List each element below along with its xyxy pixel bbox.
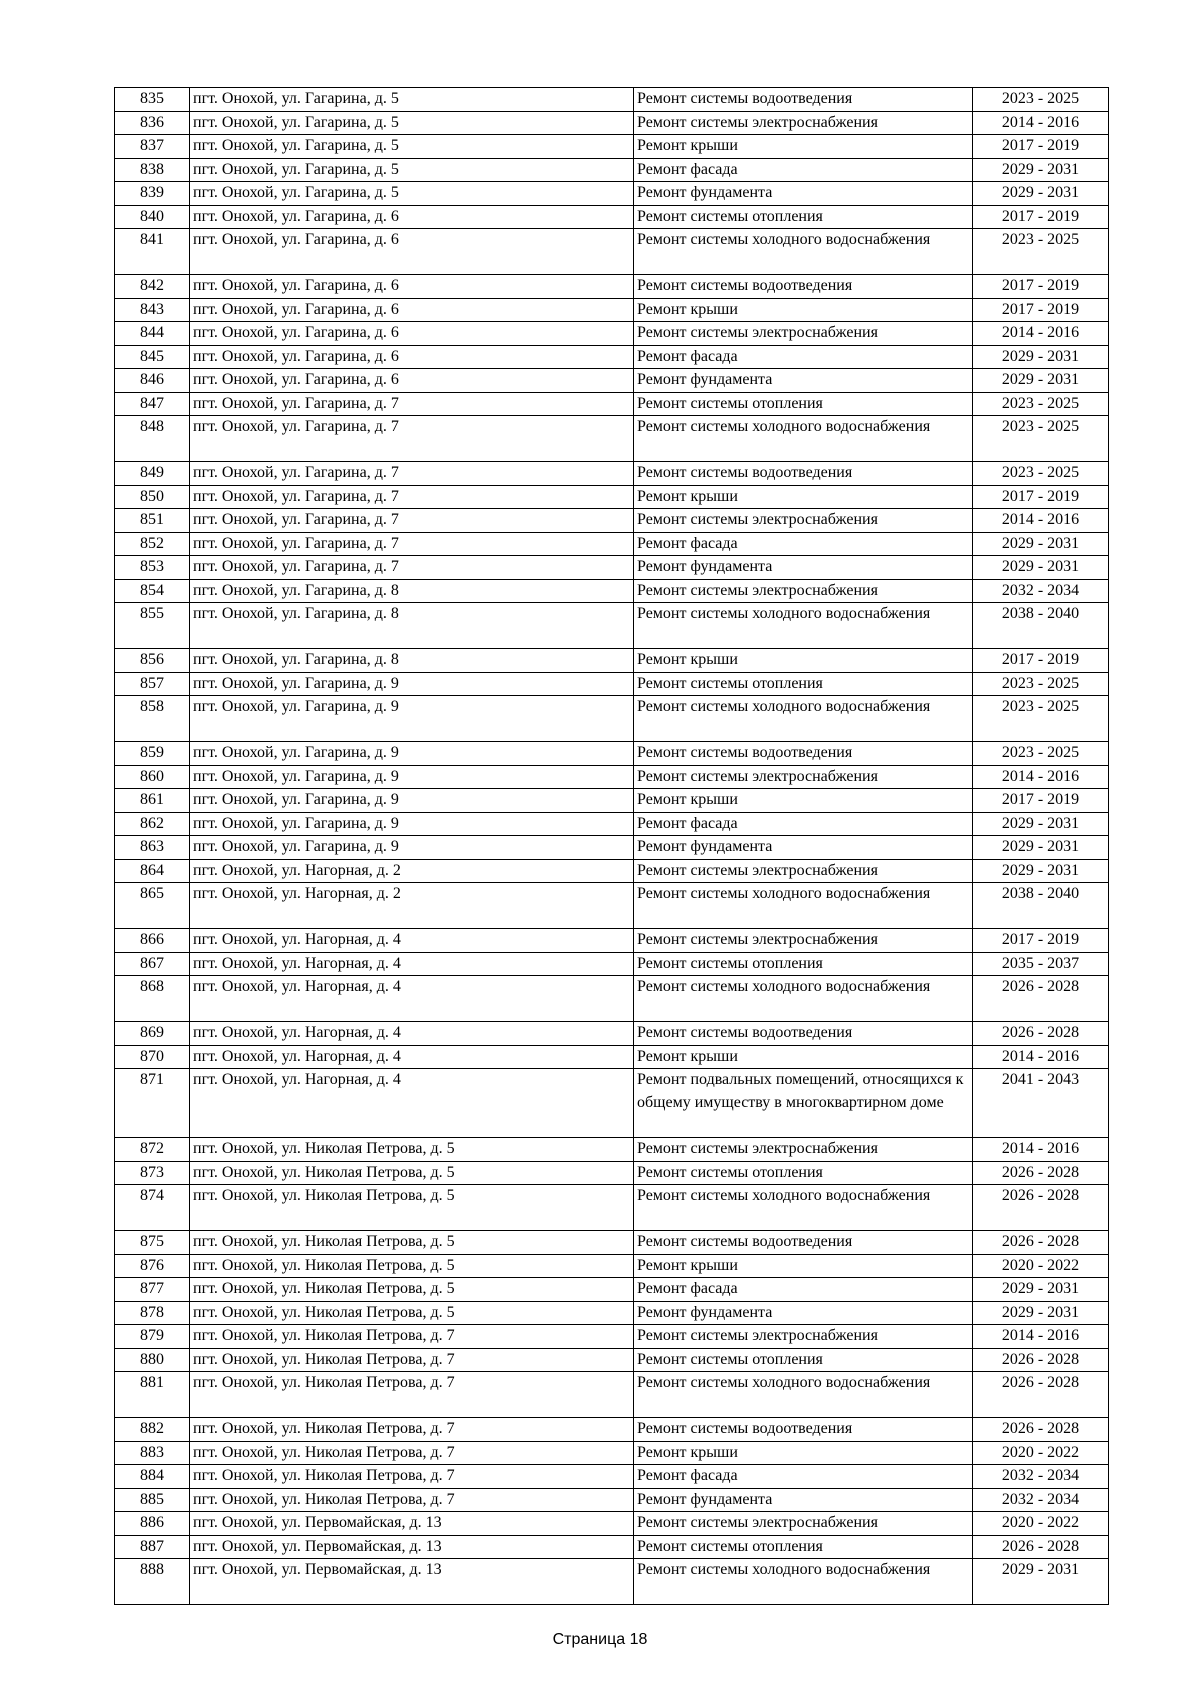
address-cell: пгт. Онохой, ул. Нагорная, д. 4 <box>190 929 634 953</box>
period-cell: 2029 - 2031 <box>973 182 1109 206</box>
row-number-cell: 849 <box>115 462 190 486</box>
period-cell: 2014 - 2016 <box>973 322 1109 346</box>
table-row <box>115 1488 1109 1512</box>
period-cell: 2026 - 2028 <box>973 1348 1109 1372</box>
address-cell: пгт. Онохой, ул. Гагарина, д. 7 <box>190 532 634 556</box>
period-cell: 2014 - 2016 <box>973 111 1109 135</box>
table-row <box>115 929 1109 953</box>
table-row <box>115 672 1109 696</box>
work-type-cell: Ремонт фундамента <box>634 182 973 206</box>
row-number-cell: 851 <box>115 509 190 533</box>
address-cell: пгт. Онохой, ул. Гагарина, д. 8 <box>190 603 634 649</box>
row-number-cell: 859 <box>115 742 190 766</box>
work-type-cell: Ремонт системы электроснабжения <box>634 1512 973 1536</box>
table-row <box>115 182 1109 206</box>
period-cell: 2026 - 2028 <box>973 1231 1109 1255</box>
period-cell: 2026 - 2028 <box>973 1161 1109 1185</box>
table-row <box>115 1138 1109 1162</box>
work-type-cell: Ремонт крыши <box>634 649 973 673</box>
work-type-cell: Ремонт системы холодного водоснабжения <box>634 883 973 929</box>
period-cell: 2017 - 2019 <box>973 298 1109 322</box>
period-cell: 2029 - 2031 <box>973 532 1109 556</box>
table-row <box>115 836 1109 860</box>
row-number-cell: 875 <box>115 1231 190 1255</box>
table-row <box>115 485 1109 509</box>
period-cell: 2023 - 2025 <box>973 696 1109 742</box>
row-number-cell: 857 <box>115 672 190 696</box>
row-number-cell: 854 <box>115 579 190 603</box>
period-cell: 2014 - 2016 <box>973 509 1109 533</box>
work-type-cell: Ремонт системы электроснабжения <box>634 765 973 789</box>
period-cell: 2038 - 2040 <box>973 603 1109 649</box>
row-number-cell: 885 <box>115 1488 190 1512</box>
table-row <box>115 369 1109 393</box>
period-cell: 2026 - 2028 <box>973 1185 1109 1231</box>
address-cell: пгт. Онохой, ул. Николая Петрова, д. 7 <box>190 1465 634 1489</box>
address-cell: пгт. Онохой, ул. Гагарина, д. 7 <box>190 392 634 416</box>
work-type-cell: Ремонт системы водоотведения <box>634 275 973 299</box>
table-row <box>115 392 1109 416</box>
period-cell: 2023 - 2025 <box>973 462 1109 486</box>
table-body <box>115 88 1109 1605</box>
period-cell: 2023 - 2025 <box>973 742 1109 766</box>
row-number-cell: 868 <box>115 976 190 1022</box>
address-cell: пгт. Онохой, ул. Гагарина, д. 6 <box>190 275 634 299</box>
table-row <box>115 509 1109 533</box>
work-type-cell: Ремонт системы электроснабжения <box>634 322 973 346</box>
period-cell: 2017 - 2019 <box>973 205 1109 229</box>
table-row <box>115 1348 1109 1372</box>
period-cell: 2023 - 2025 <box>973 392 1109 416</box>
address-cell: пгт. Онохой, ул. Николая Петрова, д. 7 <box>190 1441 634 1465</box>
table-row <box>115 883 1109 929</box>
period-cell: 2029 - 2031 <box>973 812 1109 836</box>
table-row <box>115 696 1109 742</box>
period-cell: 2029 - 2031 <box>973 158 1109 182</box>
table-row <box>115 532 1109 556</box>
work-type-cell: Ремонт фундамента <box>634 1488 973 1512</box>
period-cell: 2014 - 2016 <box>973 1138 1109 1162</box>
address-cell: пгт. Онохой, ул. Нагорная, д. 4 <box>190 1045 634 1069</box>
work-type-cell: Ремонт системы водоотведения <box>634 1418 973 1442</box>
period-cell: 2029 - 2031 <box>973 1278 1109 1302</box>
row-number-cell: 847 <box>115 392 190 416</box>
work-type-cell: Ремонт системы холодного водоснабжения <box>634 416 973 462</box>
work-type-cell: Ремонт системы холодного водоснабжения <box>634 696 973 742</box>
row-number-cell: 848 <box>115 416 190 462</box>
row-number-cell: 845 <box>115 345 190 369</box>
work-type-cell: Ремонт системы водоотведения <box>634 742 973 766</box>
work-type-cell: Ремонт крыши <box>634 298 973 322</box>
table-row <box>115 1254 1109 1278</box>
address-cell: пгт. Онохой, ул. Гагарина, д. 5 <box>190 135 634 159</box>
period-cell: 2029 - 2031 <box>973 859 1109 883</box>
row-number-cell: 836 <box>115 111 190 135</box>
work-type-cell: Ремонт крыши <box>634 789 973 813</box>
row-number-cell: 882 <box>115 1418 190 1442</box>
table-row <box>115 1022 1109 1046</box>
address-cell: пгт. Онохой, ул. Николая Петрова, д. 7 <box>190 1372 634 1418</box>
work-type-cell: Ремонт системы холодного водоснабжения <box>634 1372 973 1418</box>
table-row <box>115 462 1109 486</box>
table-row <box>115 322 1109 346</box>
work-type-cell: Ремонт системы отопления <box>634 952 973 976</box>
work-type-cell: Ремонт системы отопления <box>634 392 973 416</box>
table-row <box>115 649 1109 673</box>
row-number-cell: 855 <box>115 603 190 649</box>
work-type-cell: Ремонт фасада <box>634 532 973 556</box>
table-row <box>115 1512 1109 1536</box>
work-type-cell: Ремонт системы электроснабжения <box>634 859 973 883</box>
row-number-cell: 871 <box>115 1069 190 1138</box>
period-cell: 2017 - 2019 <box>973 649 1109 673</box>
work-type-cell: Ремонт фасада <box>634 345 973 369</box>
page-footer <box>0 1631 1200 1649</box>
address-cell: пгт. Онохой, ул. Николая Петрова, д. 5 <box>190 1231 634 1255</box>
table-row <box>115 88 1109 112</box>
row-number-cell: 877 <box>115 1278 190 1302</box>
address-cell: пгт. Онохой, ул. Гагарина, д. 8 <box>190 649 634 673</box>
row-number-cell: 886 <box>115 1512 190 1536</box>
period-cell: 2032 - 2034 <box>973 1465 1109 1489</box>
period-cell: 2026 - 2028 <box>973 1372 1109 1418</box>
work-type-cell: Ремонт системы отопления <box>634 1535 973 1559</box>
period-cell: 2026 - 2028 <box>973 1418 1109 1442</box>
period-cell: 2029 - 2031 <box>973 369 1109 393</box>
work-type-cell: Ремонт системы электроснабжения <box>634 1138 973 1162</box>
work-type-cell: Ремонт подвальных помещений, относящихся к общему имуществу в многоквартирном доме <box>634 1069 973 1138</box>
row-number-cell: 862 <box>115 812 190 836</box>
address-cell: пгт. Онохой, ул. Гагарина, д. 7 <box>190 462 634 486</box>
row-number-cell: 880 <box>115 1348 190 1372</box>
table-row <box>115 205 1109 229</box>
table-row <box>115 742 1109 766</box>
work-type-cell: Ремонт системы отопления <box>634 1161 973 1185</box>
table-row <box>115 275 1109 299</box>
row-number-cell: 846 <box>115 369 190 393</box>
address-cell: пгт. Онохой, ул. Нагорная, д. 2 <box>190 859 634 883</box>
work-type-cell: Ремонт системы водоотведения <box>634 1022 973 1046</box>
row-number-cell: 887 <box>115 1535 190 1559</box>
row-number-cell: 835 <box>115 88 190 112</box>
period-cell: 2029 - 2031 <box>973 556 1109 580</box>
address-cell: пгт. Онохой, ул. Гагарина, д. 6 <box>190 298 634 322</box>
row-number-cell: 873 <box>115 1161 190 1185</box>
row-number-cell: 866 <box>115 929 190 953</box>
address-cell: пгт. Онохой, ул. Гагарина, д. 6 <box>190 369 634 393</box>
address-cell: пгт. Онохой, ул. Гагарина, д. 6 <box>190 322 634 346</box>
period-cell: 2032 - 2034 <box>973 579 1109 603</box>
address-cell: пгт. Онохой, ул. Гагарина, д. 9 <box>190 742 634 766</box>
period-cell: 2023 - 2025 <box>973 88 1109 112</box>
period-cell: 2014 - 2016 <box>973 1045 1109 1069</box>
period-cell: 2029 - 2031 <box>973 345 1109 369</box>
period-cell: 2026 - 2028 <box>973 976 1109 1022</box>
table-row <box>115 1559 1109 1605</box>
table-row <box>115 859 1109 883</box>
table-row <box>115 298 1109 322</box>
work-type-cell: Ремонт крыши <box>634 1045 973 1069</box>
row-number-cell: 839 <box>115 182 190 206</box>
address-cell: пгт. Онохой, ул. Гагарина, д. 7 <box>190 556 634 580</box>
work-type-cell: Ремонт фасада <box>634 1278 973 1302</box>
address-cell: пгт. Онохой, ул. Гагарина, д. 9 <box>190 789 634 813</box>
address-cell: пгт. Онохой, ул. Николая Петрова, д. 5 <box>190 1185 634 1231</box>
table-row <box>115 229 1109 275</box>
table-row <box>115 556 1109 580</box>
row-number-cell: 865 <box>115 883 190 929</box>
address-cell: пгт. Онохой, ул. Гагарина, д. 9 <box>190 765 634 789</box>
row-number-cell: 878 <box>115 1301 190 1325</box>
period-cell: 2020 - 2022 <box>973 1441 1109 1465</box>
table-row <box>115 1372 1109 1418</box>
address-cell: пгт. Онохой, ул. Гагарина, д. 9 <box>190 672 634 696</box>
table-row <box>115 1441 1109 1465</box>
table-row <box>115 1465 1109 1489</box>
period-cell: 2017 - 2019 <box>973 485 1109 509</box>
table-row <box>115 789 1109 813</box>
address-cell: пгт. Онохой, ул. Николая Петрова, д. 7 <box>190 1348 634 1372</box>
row-number-cell: 872 <box>115 1138 190 1162</box>
work-type-cell: Ремонт фасада <box>634 812 973 836</box>
table-row <box>115 812 1109 836</box>
period-cell: 2026 - 2028 <box>973 1022 1109 1046</box>
row-number-cell: 860 <box>115 765 190 789</box>
row-number-cell: 881 <box>115 1372 190 1418</box>
address-cell: пгт. Онохой, ул. Николая Петрова, д. 7 <box>190 1488 634 1512</box>
period-cell: 2017 - 2019 <box>973 929 1109 953</box>
work-type-cell: Ремонт системы холодного водоснабжения <box>634 603 973 649</box>
address-cell: пгт. Онохой, ул. Николая Петрова, д. 5 <box>190 1254 634 1278</box>
period-cell: 2029 - 2031 <box>973 836 1109 860</box>
row-number-cell: 874 <box>115 1185 190 1231</box>
period-cell: 2032 - 2034 <box>973 1488 1109 1512</box>
period-cell: 2023 - 2025 <box>973 416 1109 462</box>
address-cell: пгт. Онохой, ул. Николая Петрова, д. 5 <box>190 1138 634 1162</box>
period-cell: 2023 - 2025 <box>973 229 1109 275</box>
row-number-cell: 841 <box>115 229 190 275</box>
address-cell: пгт. Онохой, ул. Нагорная, д. 4 <box>190 952 634 976</box>
table-row <box>115 1069 1109 1138</box>
row-number-cell: 852 <box>115 532 190 556</box>
row-number-cell: 863 <box>115 836 190 860</box>
work-type-cell: Ремонт фундамента <box>634 369 973 393</box>
row-number-cell: 884 <box>115 1465 190 1489</box>
repair-schedule-table <box>114 87 1109 1605</box>
work-type-cell: Ремонт системы водоотведения <box>634 462 973 486</box>
period-cell: 2026 - 2028 <box>973 1535 1109 1559</box>
period-cell: 2014 - 2016 <box>973 1325 1109 1349</box>
address-cell: пгт. Онохой, ул. Гагарина, д. 6 <box>190 229 634 275</box>
address-cell: пгт. Онохой, ул. Первомайская, д. 13 <box>190 1535 634 1559</box>
period-cell: 2020 - 2022 <box>973 1512 1109 1536</box>
row-number-cell: 861 <box>115 789 190 813</box>
row-number-cell: 842 <box>115 275 190 299</box>
address-cell: пгт. Онохой, ул. Гагарина, д. 8 <box>190 579 634 603</box>
work-type-cell: Ремонт системы электроснабжения <box>634 111 973 135</box>
table-row <box>115 345 1109 369</box>
address-cell: пгт. Онохой, ул. Гагарина, д. 7 <box>190 509 634 533</box>
work-type-cell: Ремонт системы отопления <box>634 205 973 229</box>
address-cell: пгт. Онохой, ул. Нагорная, д. 4 <box>190 1022 634 1046</box>
row-number-cell: 876 <box>115 1254 190 1278</box>
work-type-cell: Ремонт системы электроснабжения <box>634 1325 973 1349</box>
address-cell: пгт. Онохой, ул. Николая Петрова, д. 5 <box>190 1301 634 1325</box>
work-type-cell: Ремонт фасада <box>634 158 973 182</box>
work-type-cell: Ремонт фундамента <box>634 836 973 860</box>
address-cell: пгт. Онохой, ул. Гагарина, д. 9 <box>190 836 634 860</box>
row-number-cell: 850 <box>115 485 190 509</box>
period-cell: 2041 - 2043 <box>973 1069 1109 1138</box>
table-row <box>115 1278 1109 1302</box>
row-number-cell: 856 <box>115 649 190 673</box>
table-row <box>115 1231 1109 1255</box>
work-type-cell: Ремонт системы водоотведения <box>634 1231 973 1255</box>
row-number-cell: 879 <box>115 1325 190 1349</box>
work-type-cell: Ремонт системы холодного водоснабжения <box>634 1559 973 1605</box>
work-type-cell: Ремонт крыши <box>634 135 973 159</box>
work-type-cell: Ремонт системы электроснабжения <box>634 579 973 603</box>
table-row <box>115 579 1109 603</box>
work-type-cell: Ремонт системы холодного водоснабжения <box>634 229 973 275</box>
table-row <box>115 158 1109 182</box>
row-number-cell: 837 <box>115 135 190 159</box>
period-cell: 2017 - 2019 <box>973 789 1109 813</box>
work-type-cell: Ремонт системы электроснабжения <box>634 929 973 953</box>
address-cell: пгт. Онохой, ул. Нагорная, д. 4 <box>190 976 634 1022</box>
period-cell: 2038 - 2040 <box>973 883 1109 929</box>
table-row <box>115 1185 1109 1231</box>
work-type-cell: Ремонт крыши <box>634 1441 973 1465</box>
table-row <box>115 1301 1109 1325</box>
address-cell: пгт. Онохой, ул. Николая Петрова, д. 5 <box>190 1161 634 1185</box>
address-cell: пгт. Онохой, ул. Нагорная, д. 2 <box>190 883 634 929</box>
address-cell: пгт. Онохой, ул. Николая Петрова, д. 7 <box>190 1418 634 1442</box>
address-cell: пгт. Онохой, ул. Гагарина, д. 7 <box>190 416 634 462</box>
address-cell: пгт. Онохой, ул. Гагарина, д. 5 <box>190 158 634 182</box>
table-row <box>115 1418 1109 1442</box>
address-cell: пгт. Онохой, ул. Гагарина, д. 6 <box>190 345 634 369</box>
work-type-cell: Ремонт системы электроснабжения <box>634 509 973 533</box>
table-row <box>115 765 1109 789</box>
row-number-cell: 858 <box>115 696 190 742</box>
address-cell: пгт. Онохой, ул. Гагарина, д. 9 <box>190 812 634 836</box>
table-row <box>115 135 1109 159</box>
row-number-cell: 864 <box>115 859 190 883</box>
address-cell: пгт. Онохой, ул. Гагарина, д. 7 <box>190 485 634 509</box>
row-number-cell: 870 <box>115 1045 190 1069</box>
work-type-cell: Ремонт системы холодного водоснабжения <box>634 1185 973 1231</box>
period-cell: 2023 - 2025 <box>973 672 1109 696</box>
table-row <box>115 1325 1109 1349</box>
work-type-cell: Ремонт системы отопления <box>634 1348 973 1372</box>
table-row <box>115 1535 1109 1559</box>
period-cell: 2020 - 2022 <box>973 1254 1109 1278</box>
row-number-cell: 869 <box>115 1022 190 1046</box>
row-number-cell: 843 <box>115 298 190 322</box>
work-type-cell: Ремонт фундамента <box>634 1301 973 1325</box>
address-cell: пгт. Онохой, ул. Гагарина, д. 5 <box>190 88 634 112</box>
period-cell: 2029 - 2031 <box>973 1301 1109 1325</box>
period-cell: 2017 - 2019 <box>973 135 1109 159</box>
address-cell: пгт. Онохой, ул. Первомайская, д. 13 <box>190 1512 634 1536</box>
period-cell: 2017 - 2019 <box>973 275 1109 299</box>
period-cell: 2029 - 2031 <box>973 1559 1109 1605</box>
table-row <box>115 1045 1109 1069</box>
address-cell: пгт. Онохой, ул. Николая Петрова, д. 5 <box>190 1278 634 1302</box>
period-cell: 2014 - 2016 <box>973 765 1109 789</box>
row-number-cell: 840 <box>115 205 190 229</box>
table-row <box>115 1161 1109 1185</box>
address-cell: пгт. Онохой, ул. Нагорная, д. 4 <box>190 1069 634 1138</box>
page-number: Страница 18 <box>552 1631 648 1648</box>
address-cell: пгт. Онохой, ул. Гагарина, д. 5 <box>190 182 634 206</box>
work-type-cell: Ремонт крыши <box>634 1254 973 1278</box>
table-row <box>115 603 1109 649</box>
row-number-cell: 844 <box>115 322 190 346</box>
work-type-cell: Ремонт фасада <box>634 1465 973 1489</box>
row-number-cell: 853 <box>115 556 190 580</box>
work-type-cell: Ремонт фундамента <box>634 556 973 580</box>
table-row <box>115 111 1109 135</box>
row-number-cell: 838 <box>115 158 190 182</box>
table-row <box>115 976 1109 1022</box>
address-cell: пгт. Онохой, ул. Гагарина, д. 6 <box>190 205 634 229</box>
address-cell: пгт. Онохой, ул. Гагарина, д. 5 <box>190 111 634 135</box>
period-cell: 2035 - 2037 <box>973 952 1109 976</box>
address-cell: пгт. Онохой, ул. Первомайская, д. 13 <box>190 1559 634 1605</box>
row-number-cell: 867 <box>115 952 190 976</box>
work-type-cell: Ремонт крыши <box>634 485 973 509</box>
address-cell: пгт. Онохой, ул. Николая Петрова, д. 7 <box>190 1325 634 1349</box>
table-row <box>115 952 1109 976</box>
address-cell: пгт. Онохой, ул. Гагарина, д. 9 <box>190 696 634 742</box>
row-number-cell: 888 <box>115 1559 190 1605</box>
table-row <box>115 416 1109 462</box>
row-number-cell: 883 <box>115 1441 190 1465</box>
work-type-cell: Ремонт системы водоотведения <box>634 88 973 112</box>
work-type-cell: Ремонт системы холодного водоснабжения <box>634 976 973 1022</box>
work-type-cell: Ремонт системы отопления <box>634 672 973 696</box>
